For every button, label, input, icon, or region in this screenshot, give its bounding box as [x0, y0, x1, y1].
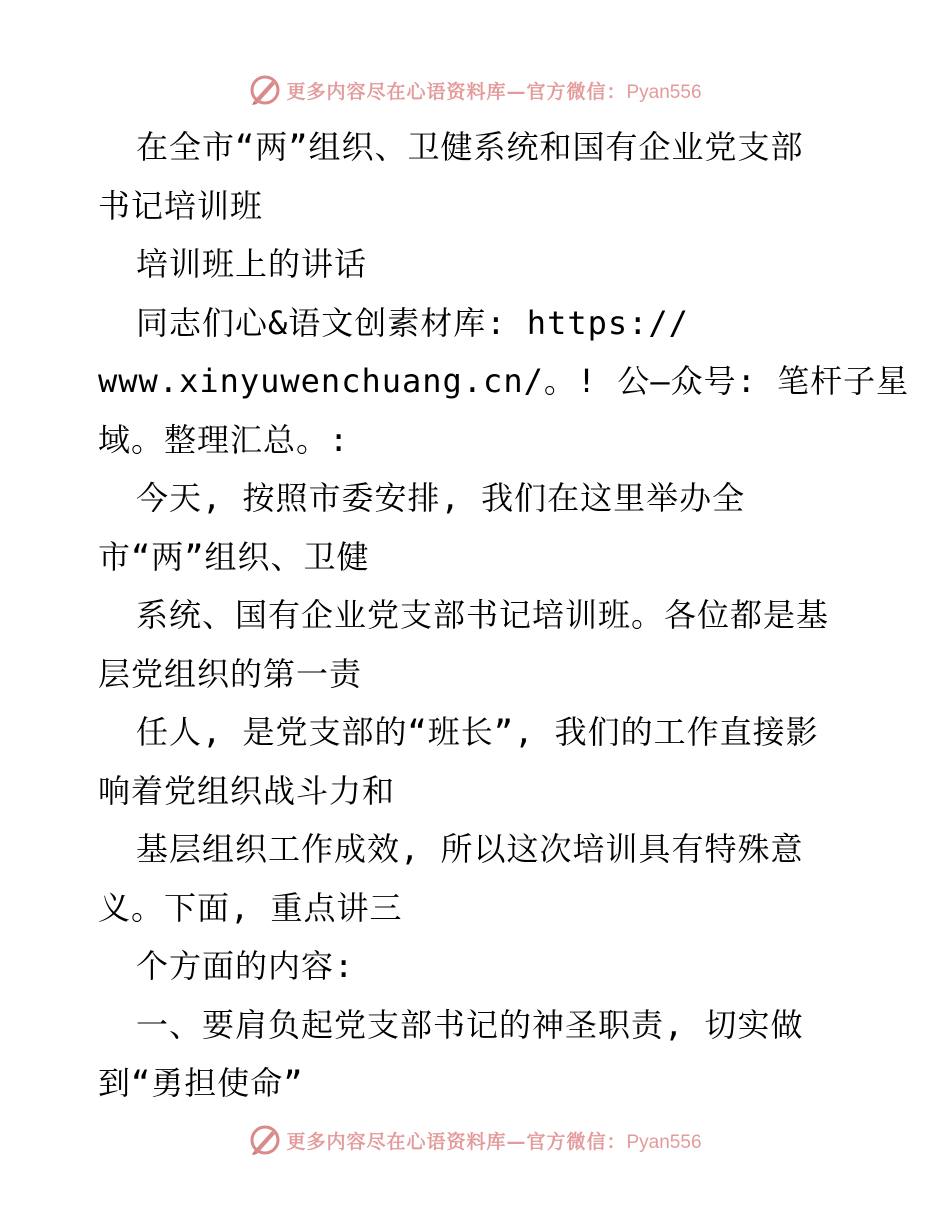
banner-wechat-id: Pyan556 — [626, 81, 702, 103]
banner-text: 更多内容尽在心语资料库—官方微信：Pyan556 — [286, 80, 702, 103]
text-line: 一、要肩负起党支部书记的神圣职责, 切实做 — [136, 1005, 804, 1044]
banner-wechat-id: Pyan556 — [626, 1131, 702, 1153]
text-line: 市“两”组织、卫健 — [98, 537, 370, 576]
pen-logo-icon — [248, 1123, 282, 1157]
text-line: 义。下面, 重点讲三 — [98, 888, 403, 927]
document-body — [98, 118, 910, 1113]
text-line: 在全市“两”组织、卫健系统和国有企业党支部 — [136, 128, 804, 166]
text-line: www.xinyuwenchuang.cn/。! 公—众号: 笔杆子星 — [98, 362, 910, 400]
text-line: 层党组织的第一责 — [98, 654, 363, 693]
footer-banner — [0, 1120, 950, 1160]
text-line: 任人, 是党支部的“班长”, 我们的工作直接影 — [136, 713, 819, 751]
text-line: 书记培训班 — [98, 186, 264, 225]
text-line: 域。整理汇总。: — [98, 420, 350, 459]
text-line: 基层组织工作成效, 所以这次培训具有特殊意 — [136, 830, 804, 868]
banner-text: 更多内容尽在心语资料库—官方微信：Pyan556 — [286, 1130, 702, 1153]
text-line: 系统、国有企业党支部书记培训班。各位都是基 — [136, 596, 830, 634]
text-line: 响着党组织战斗力和 — [98, 771, 396, 810]
header-banner — [0, 70, 950, 110]
text-line: 同志们心&语文创素材库: https:// — [136, 303, 689, 342]
text-line: 到“勇担使命” — [98, 1064, 304, 1102]
text-line: 今天, 按照市委安排, 我们在这里举办全 — [136, 479, 746, 517]
text-line: 个方面的内容: — [136, 947, 355, 985]
pen-logo-icon — [248, 73, 282, 107]
text-line: 培训班上的讲话 — [136, 245, 368, 283]
